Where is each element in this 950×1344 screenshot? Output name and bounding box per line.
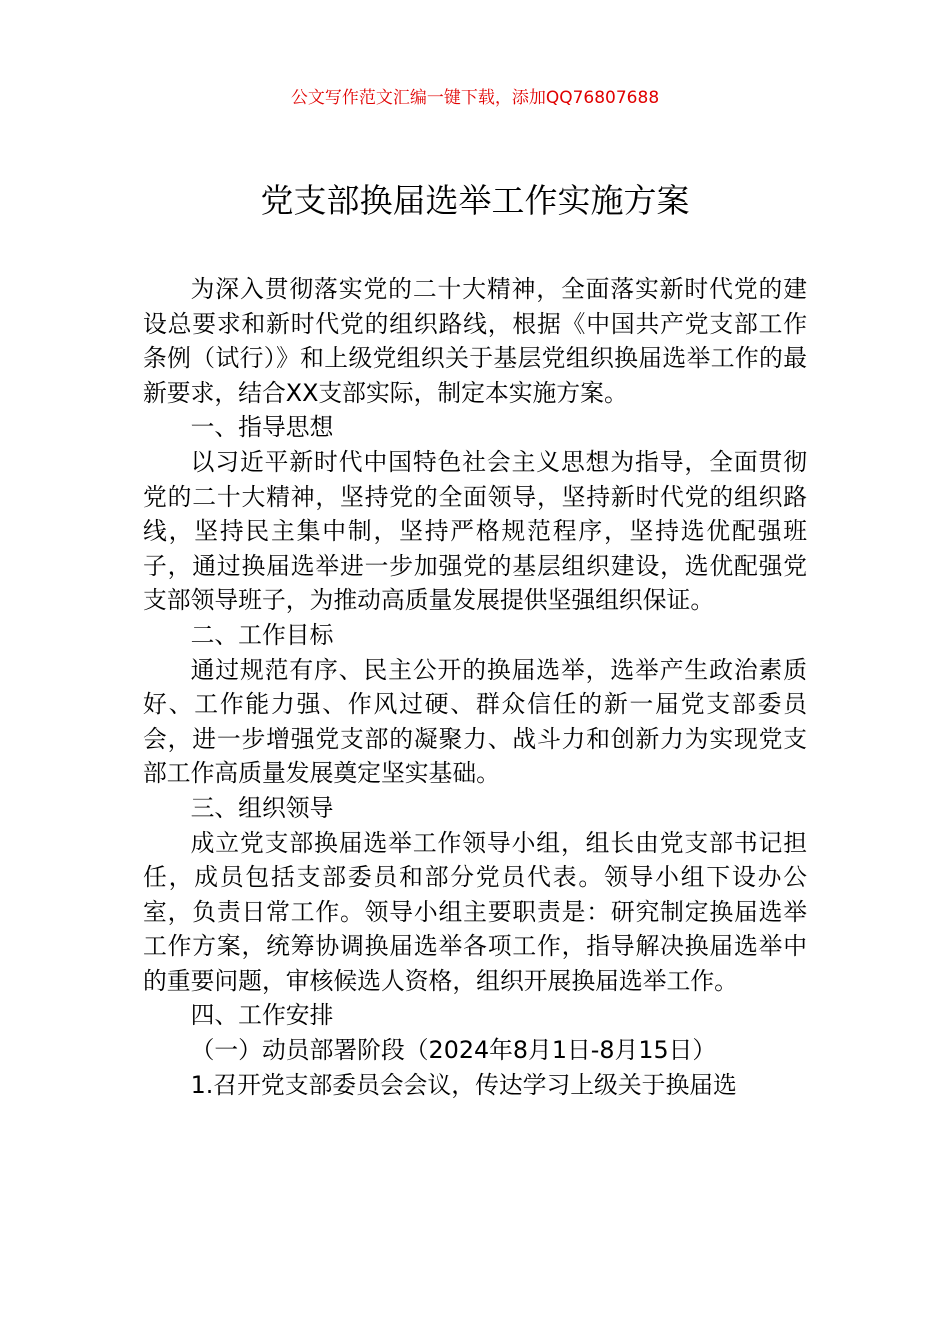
organization-leadership-paragraph: 成立党支部换届选举工作领导小组，组长由党支部书记担任，成员包括支部委员和部分党员代表。领导小组下设办公室，负责日常工作。领导小组主要职责是：研究制定换届选举工作方案，统筹协调换届选举各项工作，指导解决换届选举中的重要问题，审核候选人资格，组织开展换届选举工作。 xyxy=(143,828,807,995)
list-item-1: 1.召开党支部委员会会议，传达学习上级关于换届选 xyxy=(190,1070,737,1099)
document-title: 党支部换届选举工作实施方案 xyxy=(260,181,690,220)
section-heading-work-goals: 二、工作目标 xyxy=(190,620,334,649)
document-body xyxy=(143,272,807,1102)
subsection-heading-mobilization-stage: （一）动员部署阶段（2024年8月1日-8月15日） xyxy=(190,1036,717,1065)
intro-paragraph: 为深入贯彻落实党的二十大精神，全面落实新时代党的建设总要求和新时代党的组织路线，根据《中国共产党支部工作条例（试行）》和上级党组织关于基层党组织换届选举工作的最新要求，结合XX支部实际，制定本实施方案。 xyxy=(143,275,807,407)
guiding-ideology-paragraph: 以习近平新时代中国特色社会主义思想为指导，全面贯彻党的二十大精神，坚持党的全面领导，坚持新时代党的组织路线，坚持民主集中制，坚持严格规范程序，坚持选优配强班子，通过换届选举进一步加强党的基层组织建设，选优配强党支部领导班子，为推动高质量发展提供坚强组织保证。 xyxy=(143,447,807,615)
section-heading-work-arrangement: 四、工作安排 xyxy=(190,1001,334,1030)
work-goals-paragraph: 通过规范有序、民主公开的换届选举，选举产生政治素质好、工作能力强、作风过硬、群众信任的新一届党支部委员会，进一步增强党支部的凝聚力、战斗力和创新力为实现党支部工作高质量发展奠定坚实基础。 xyxy=(143,655,807,788)
download-notice: 公文写作范文汇编一键下载，添加QQ76807688 xyxy=(290,88,660,108)
section-heading-guiding-ideology: 一、指导思想 xyxy=(190,413,334,442)
section-heading-organization-leadership: 三、组织领导 xyxy=(190,793,334,822)
